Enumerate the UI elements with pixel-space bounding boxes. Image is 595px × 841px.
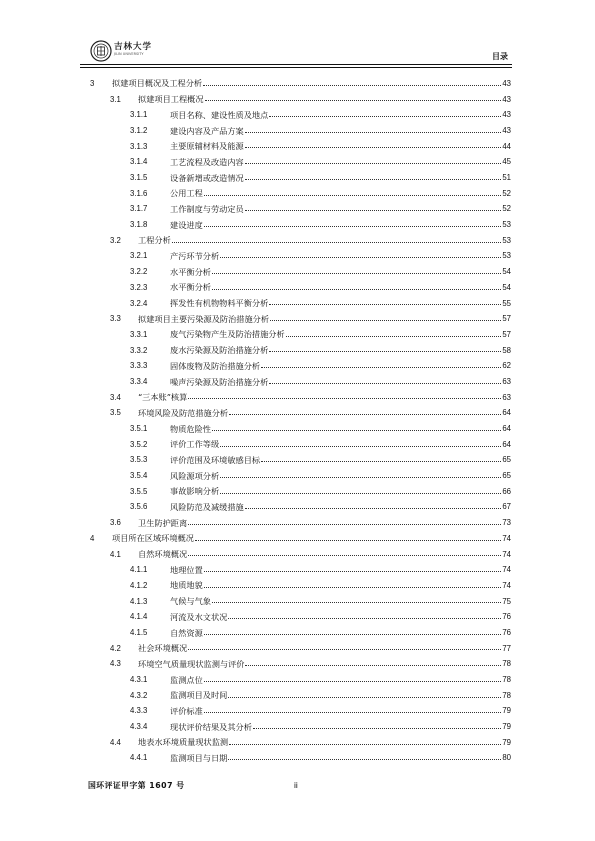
toc-entry[interactable] (84, 103, 511, 119)
toc-entry-page: 54 (502, 267, 511, 277)
toc-entry[interactable] (84, 119, 511, 135)
toc-entry-page: 43 (502, 110, 511, 120)
toc-entry[interactable] (84, 339, 511, 355)
toc-entry-number: 4.4.1 (130, 753, 148, 763)
toc-entry-number: 3.5.3 (130, 455, 148, 465)
toc-entry-title: 评价范围及环境敏感目标 (170, 454, 261, 465)
toc-entry-title: 社会环境概况 (138, 643, 188, 654)
toc-entry-number: 3.5.2 (130, 439, 148, 449)
toc-entry-page: 63 (502, 392, 511, 402)
toc-entry-number: 3.2.4 (130, 298, 148, 308)
toc-entry[interactable] (84, 354, 511, 370)
toc-entry-page: 57 (502, 329, 511, 339)
toc-entry-title: 噪声污染源及防治措施分析 (170, 376, 269, 387)
toc-entry-number: 3 (90, 78, 95, 88)
toc-entry[interactable] (84, 88, 511, 104)
toc-entry-number: 3.5.4 (130, 471, 148, 481)
toc-entry-number: 4.2 (110, 643, 121, 653)
toc-entry-number: 3.1.3 (130, 141, 148, 151)
toc-entry-page: 52 (502, 204, 511, 214)
toc-dot-leader (269, 382, 501, 384)
toc-entry-title: 监测点位 (170, 674, 203, 685)
toc-entry-title: 物质危险性 (170, 423, 211, 434)
toc-entry-page: 53 (502, 220, 511, 230)
toc-entry[interactable] (84, 574, 511, 590)
toc-entry-title: 水平衡分析 (170, 282, 211, 293)
toc-dot-leader (204, 633, 502, 635)
toc-entry[interactable] (84, 747, 511, 763)
toc-entry-page: 73 (502, 518, 511, 528)
header-rule (80, 64, 512, 65)
toc-entry-title: 地表水环境质量现状监测 (138, 737, 229, 748)
toc-entry-title: 废水污染源及防治措施分析 (170, 345, 269, 356)
toc-entry-title: 评价标准 (170, 705, 203, 716)
toc-entry-number: 3.3.2 (130, 345, 148, 355)
toc-entry-title: 主要原辅材料及能源 (170, 141, 244, 152)
toc-entry-number: 3.1.5 (130, 173, 148, 183)
toc-entry-page: 74 (502, 533, 511, 543)
toc-entry-title: 工作制度与劳动定员 (170, 203, 244, 214)
toc-entry[interactable] (84, 715, 511, 731)
section-label: 目录 (492, 52, 508, 61)
toc-entry-page: 55 (502, 298, 511, 308)
toc-entry-title: 产污环节分析 (170, 251, 220, 262)
toc-entry-number: 3.1 (110, 94, 121, 104)
toc-entry-title: 废气污染物产生及防治措施分析 (170, 329, 285, 340)
toc-dot-leader (220, 256, 501, 258)
toc-entry-title: 环境风险及防范措施分析 (138, 407, 229, 418)
toc-dot-leader (220, 445, 501, 447)
toc-dot-leader (228, 617, 501, 619)
toc-entry[interactable] (84, 511, 511, 527)
toc-entry-title: 评价工作等级 (170, 439, 220, 450)
toc-entry-number: 4.1.4 (130, 612, 148, 622)
toc-entry-title: 公用工程 (170, 188, 203, 199)
toc-entry-number: 3.1.2 (130, 125, 148, 135)
toc-dot-leader (261, 460, 501, 462)
toc-entry-title: 河流及水文状况 (170, 611, 228, 622)
toc-entry[interactable] (84, 558, 511, 574)
toc-dot-leader (212, 272, 501, 274)
toc-entry-number: 3.2.1 (130, 251, 148, 261)
toc-entry-title: 拟建项目工程概况 (138, 94, 204, 105)
toc-entry-title: 固体废物及防治措施分析 (170, 360, 261, 371)
toc-entry-number: 3.2.2 (130, 267, 148, 277)
toc-entry-title: 自然环境概况 (138, 549, 188, 560)
toc-entry-title: 拟建项目概况及工程分析 (112, 78, 203, 89)
toc-entry-number: 4.1.1 (130, 565, 148, 575)
toc-dot-leader (212, 429, 501, 431)
toc-entry-number: 3.3.3 (130, 361, 148, 371)
toc-dot-leader (269, 115, 501, 117)
toc-entry-number: 3.5.1 (130, 424, 148, 434)
toc-entry-page: 44 (502, 141, 511, 151)
toc-entry-number: 3.1.1 (130, 110, 148, 120)
toc-entry-number: 4.3.3 (130, 706, 148, 716)
toc-entry-title: 挥发性有机物物料平衡分析 (170, 298, 269, 309)
toc-entry-title: 事故影响分析 (170, 486, 220, 497)
toc-dot-leader (245, 162, 502, 164)
page-number: ii (294, 780, 298, 790)
toc-entry-title: 现状评价结果及其分析 (170, 721, 252, 732)
university-logo-text: 吉林大学 (114, 42, 153, 52)
toc-dot-leader (204, 711, 502, 713)
toc-entry-number: 4 (90, 533, 95, 543)
toc-entry-number: 4.1 (110, 549, 121, 559)
toc-entry-page: 54 (502, 282, 511, 292)
toc-entry-page: 80 (502, 753, 511, 763)
toc-entry-number: 3.4 (110, 392, 121, 402)
university-seal-icon (90, 40, 112, 62)
toc-entry[interactable] (84, 652, 511, 668)
toc-entry-number: 4.3.2 (130, 690, 148, 700)
toc-entry-title: 自然资源 (170, 627, 203, 638)
toc-entry-title: 气候与气象 (170, 596, 211, 607)
toc-entry[interactable] (84, 182, 511, 198)
toc-entry-page: 77 (502, 643, 511, 653)
toc-entry[interactable] (84, 386, 511, 402)
toc-dot-leader (204, 680, 502, 682)
toc-entry-page: 78 (502, 659, 511, 669)
toc-dot-leader (261, 366, 501, 368)
toc-entry[interactable] (84, 166, 511, 182)
certificate-number: 国环评证甲字第 1607 号 (88, 781, 185, 790)
toc-entry[interactable] (84, 292, 511, 308)
toc-entry-number: 3.2.3 (130, 282, 148, 292)
toc-entry-number: 4.4 (110, 737, 121, 747)
toc-dot-leader (203, 84, 501, 86)
toc-entry[interactable] (84, 731, 511, 747)
toc-entry[interactable] (84, 621, 511, 637)
toc-dot-leader (228, 696, 501, 698)
toc-dot-leader (245, 507, 502, 509)
toc-entry-page: 45 (502, 157, 511, 167)
toc-entry[interactable] (84, 527, 511, 543)
toc-entry-page: 62 (502, 361, 511, 371)
toc-entry-number: 3.1.6 (130, 188, 148, 198)
toc-entry-title: 地质地貌 (170, 580, 203, 591)
table-of-contents (84, 72, 511, 762)
toc-entry-number: 3.3.1 (130, 329, 148, 339)
toc-entry-page: 76 (502, 627, 511, 637)
toc-entry-title: 风险源项分析 (170, 470, 220, 481)
toc-dot-leader (204, 586, 502, 588)
page-header (80, 38, 512, 65)
toc-entry-number: 4.3.1 (130, 675, 148, 685)
toc-entry[interactable] (84, 213, 511, 229)
toc-entry-page: 58 (502, 345, 511, 355)
toc-dot-leader (269, 303, 501, 305)
toc-entry-title: 工程分析 (138, 235, 171, 246)
toc-entry[interactable] (84, 245, 511, 261)
toc-entry[interactable] (84, 72, 511, 88)
toc-entry-title: 工艺流程及改造内容 (170, 156, 244, 167)
toc-entry-number: 3.6 (110, 518, 121, 528)
toc-dot-leader (204, 570, 502, 572)
toc-entry-page: 74 (502, 565, 511, 575)
toc-entry-page: 65 (502, 455, 511, 465)
toc-entry-page: 43 (502, 94, 511, 104)
toc-entry[interactable] (84, 496, 511, 512)
toc-dot-leader (245, 146, 502, 148)
toc-entry[interactable] (84, 449, 511, 465)
toc-entry-page: 76 (502, 612, 511, 622)
toc-entry[interactable] (84, 480, 511, 496)
toc-entry[interactable] (84, 276, 511, 292)
toc-entry-title: 地理位置 (170, 564, 203, 575)
toc-dot-leader (245, 131, 502, 133)
toc-entry[interactable] (84, 401, 511, 417)
toc-dot-leader (245, 209, 502, 211)
toc-entry-title: 风险防范及减缓措施 (170, 502, 244, 513)
toc-entry-page: 66 (502, 486, 511, 496)
toc-entry[interactable] (84, 668, 511, 684)
toc-entry[interactable] (84, 229, 511, 245)
toc-dot-leader (172, 241, 502, 243)
toc-entry-page: 78 (502, 690, 511, 700)
toc-entry[interactable] (84, 198, 511, 214)
toc-entry-title: 项目所在区域环境概况 (112, 533, 194, 544)
toc-entry[interactable] (84, 150, 511, 166)
toc-entry-number: 4.3 (110, 659, 121, 669)
toc-dot-leader (229, 743, 501, 745)
toc-entry-page: 74 (502, 549, 511, 559)
toc-entry-number: 3.3.4 (130, 376, 148, 386)
toc-entry-number: 3.3 (110, 314, 121, 324)
toc-entry-page: 78 (502, 675, 511, 685)
toc-entry[interactable] (84, 135, 511, 151)
toc-entry-title: 项目名称、建设性质及地点 (170, 109, 269, 120)
toc-dot-leader (188, 554, 501, 556)
toc-entry[interactable] (84, 370, 511, 386)
toc-dot-leader (204, 225, 502, 227)
toc-entry-title: 监测项目与日期 (170, 753, 228, 764)
toc-entry[interactable] (84, 543, 511, 559)
toc-entry-page: 52 (502, 188, 511, 198)
toc-dot-leader (220, 476, 501, 478)
toc-entry-number: 3.1.7 (130, 204, 148, 214)
toc-entry-page: 51 (502, 173, 511, 183)
toc-entry[interactable] (84, 637, 511, 653)
toc-entry-title: 建设内容及产品方案 (170, 125, 244, 136)
toc-dot-leader (245, 664, 501, 666)
toc-entry[interactable] (84, 700, 511, 716)
toc-entry-title: 建设进度 (170, 219, 203, 230)
toc-dot-leader (188, 648, 501, 650)
toc-entry-number: 3.1.8 (130, 220, 148, 230)
toc-dot-leader (269, 350, 501, 352)
page-footer (88, 780, 508, 794)
toc-entry-number: 3.5.5 (130, 486, 148, 496)
toc-entry-page: 79 (502, 722, 511, 732)
toc-entry[interactable] (84, 433, 511, 449)
toc-entry-page: 79 (502, 737, 511, 747)
toc-dot-leader (188, 523, 501, 525)
toc-dot-leader (228, 758, 501, 760)
toc-entry-page: 43 (502, 78, 511, 88)
toc-entry-number: 3.2 (110, 235, 121, 245)
toc-entry-page: 64 (502, 424, 511, 434)
toc-entry-number: 3.5 (110, 408, 121, 418)
toc-entry-page: 57 (502, 314, 511, 324)
toc-entry[interactable] (84, 464, 511, 480)
toc-entry-number: 4.1.5 (130, 627, 148, 637)
toc-entry[interactable] (84, 307, 511, 323)
toc-entry[interactable] (84, 260, 511, 276)
toc-dot-leader (229, 413, 501, 415)
toc-entry-page: 64 (502, 439, 511, 449)
toc-entry-page: 53 (502, 251, 511, 261)
toc-dot-leader (245, 178, 502, 180)
toc-entry-page: 67 (502, 502, 511, 512)
toc-entry-title: 环境空气质量现状监测与评价 (138, 658, 245, 669)
toc-dot-leader (188, 397, 501, 399)
header-rule-thin (80, 67, 512, 68)
toc-entry-page: 53 (502, 235, 511, 245)
toc-dot-leader (212, 288, 501, 290)
toc-dot-leader (220, 492, 501, 494)
university-logo-subtext: JILIN UNIVERSITY (114, 52, 144, 56)
toc-entry-title: 设备新增或改造情况 (170, 172, 244, 183)
toc-entry-number: 4.3.4 (130, 722, 148, 732)
toc-dot-leader (204, 194, 502, 196)
toc-entry-page: 65 (502, 471, 511, 481)
toc-entry-page: 64 (502, 408, 511, 418)
toc-entry[interactable] (84, 323, 511, 339)
toc-entry-number: 3.1.4 (130, 157, 148, 167)
toc-entry-title: 拟建项目主要污染源及防治措施分析 (138, 313, 270, 324)
toc-entry-page: 43 (502, 125, 511, 135)
toc-entry-number: 4.1.2 (130, 580, 148, 590)
toc-entry[interactable] (84, 590, 511, 606)
toc-entry-page: 75 (502, 596, 511, 606)
toc-entry-title: 监测项目及时间 (170, 690, 228, 701)
toc-entry-page: 63 (502, 376, 511, 386)
toc-dot-leader (195, 539, 501, 541)
toc-entry-number: 4.1.3 (130, 596, 148, 606)
toc-entry-page: 79 (502, 706, 511, 716)
toc-entry[interactable] (84, 684, 511, 700)
toc-entry[interactable] (84, 417, 511, 433)
toc-dot-leader (286, 335, 502, 337)
toc-entry-title: 水平衡分析 (170, 266, 211, 277)
toc-entry-number: 3.5.6 (130, 502, 148, 512)
toc-entry-title: “三本账”核算 (138, 392, 188, 403)
toc-entry[interactable] (84, 605, 511, 621)
toc-entry-page: 74 (502, 580, 511, 590)
toc-dot-leader (253, 727, 501, 729)
toc-dot-leader (212, 601, 501, 603)
toc-dot-leader (270, 319, 501, 321)
toc-entry-title: 卫生防护距离 (138, 517, 188, 528)
toc-dot-leader (205, 99, 502, 101)
